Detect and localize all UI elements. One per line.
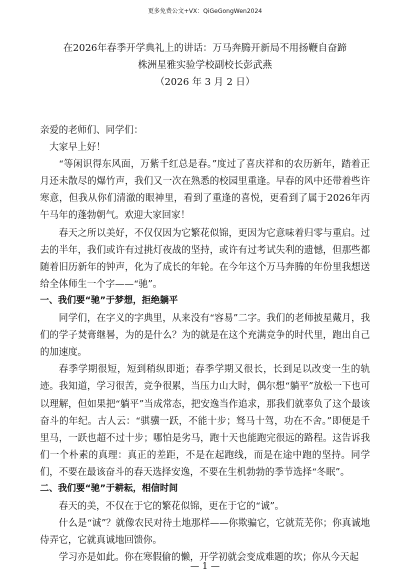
salutation: 亲爱的老师们、同学们： — [40, 125, 144, 136]
greeting: 大家早上好！ — [49, 142, 106, 154]
section-heading: 一、我们要“驰”于梦想，拒绝躺平 — [40, 295, 178, 306]
document-header — [40, 40, 370, 91]
author-line: 株洲星雅实验学校副校长彭武燕 — [137, 60, 273, 71]
document-title: 在2026年春季开学典礼上的讲话：万马奔腾开新局不用扬鞭自奋蹄 — [63, 43, 347, 54]
paragraph: “等闲识得东风面，万紫千红总是春。”度过了喜庆祥和的农历新年，踏着正月还未散尽的爆竹声，我们又一次在熟悉的校园里重逢。早春的风中还带着些许寒意，但我从你们清澈的眼神里，看到了重逢的喜悦，更看到了属于2026年丙午马年的蓬勃朝气。欢迎大家回家！ — [40, 159, 370, 222]
paragraph: 春天之所以美好，不仅仅因为它繁花似锦，更因为它意味着归零与重启。过去的半年，我们或许有过挑灯夜战的坚持，或许有过考试失利的遗憾，但那些都随着旧历新年的钟声，化为了成长的年轮。在今年这个万马奔腾的年份里我想送给全体师生一个字——“驰”。 — [40, 227, 370, 290]
document-body — [40, 122, 370, 566]
speech-date: （2026 年 3 月 2 日） — [155, 77, 255, 88]
page-number: — 1 — — [190, 562, 220, 572]
paragraph: 学习亦是如此。你在寒假偷的懒，开学初就会变成难题的坎；你从今天起 — [58, 552, 359, 564]
top-note: 更多免费公文+VX：QiGeGongWen2024 — [147, 8, 263, 15]
section-heading: 二、我们要“驰”于耕耘，相信时间 — [40, 483, 178, 494]
paragraph: 春季学期很短，短到稍纵即逝；春季学期又很长，长到足以改变一生的轨迹。我知道，学习很苦，竞争很累，当压力山大时，偶尔想“躺平”放松一下也可以理解，但如果把“躺平”当成常态，把安逸当作追求，那我们就辜负了这个最该奋斗的年纪。古人云：“骐骥一跃，不能十步；驽马十驾，功在不舍。”即便是千里马，一跃也超不过十步；哪怕是劣马，跑十天也能跑完很远的路程。这告诉我们一个朴素的真理：真正的差距，不是在起跑线，而是在途中跑的坚持。同学们，不要在最该奋斗的春天选择安逸，不要在生机勃勃的季节选择“冬眠”。 — [40, 364, 370, 478]
paragraph: 什么是“诚”？就像农民对待土地那样——你欺骗它，它就荒芜你；你真诚地侍弄它，它就真诚地回馈你。 — [40, 518, 370, 547]
paragraph: 春天的美，不仅在于它的繁花似锦，更在于它的“诚”。 — [58, 501, 285, 513]
paragraph: 同学们，在字义的字典里，从来没有“容易”二字。我们的老师披星戴月，我们的学子焚膏继晷，为的是什么？为的就是在这个充满竞争的时代里，跑出自己的加速度。 — [40, 313, 370, 359]
